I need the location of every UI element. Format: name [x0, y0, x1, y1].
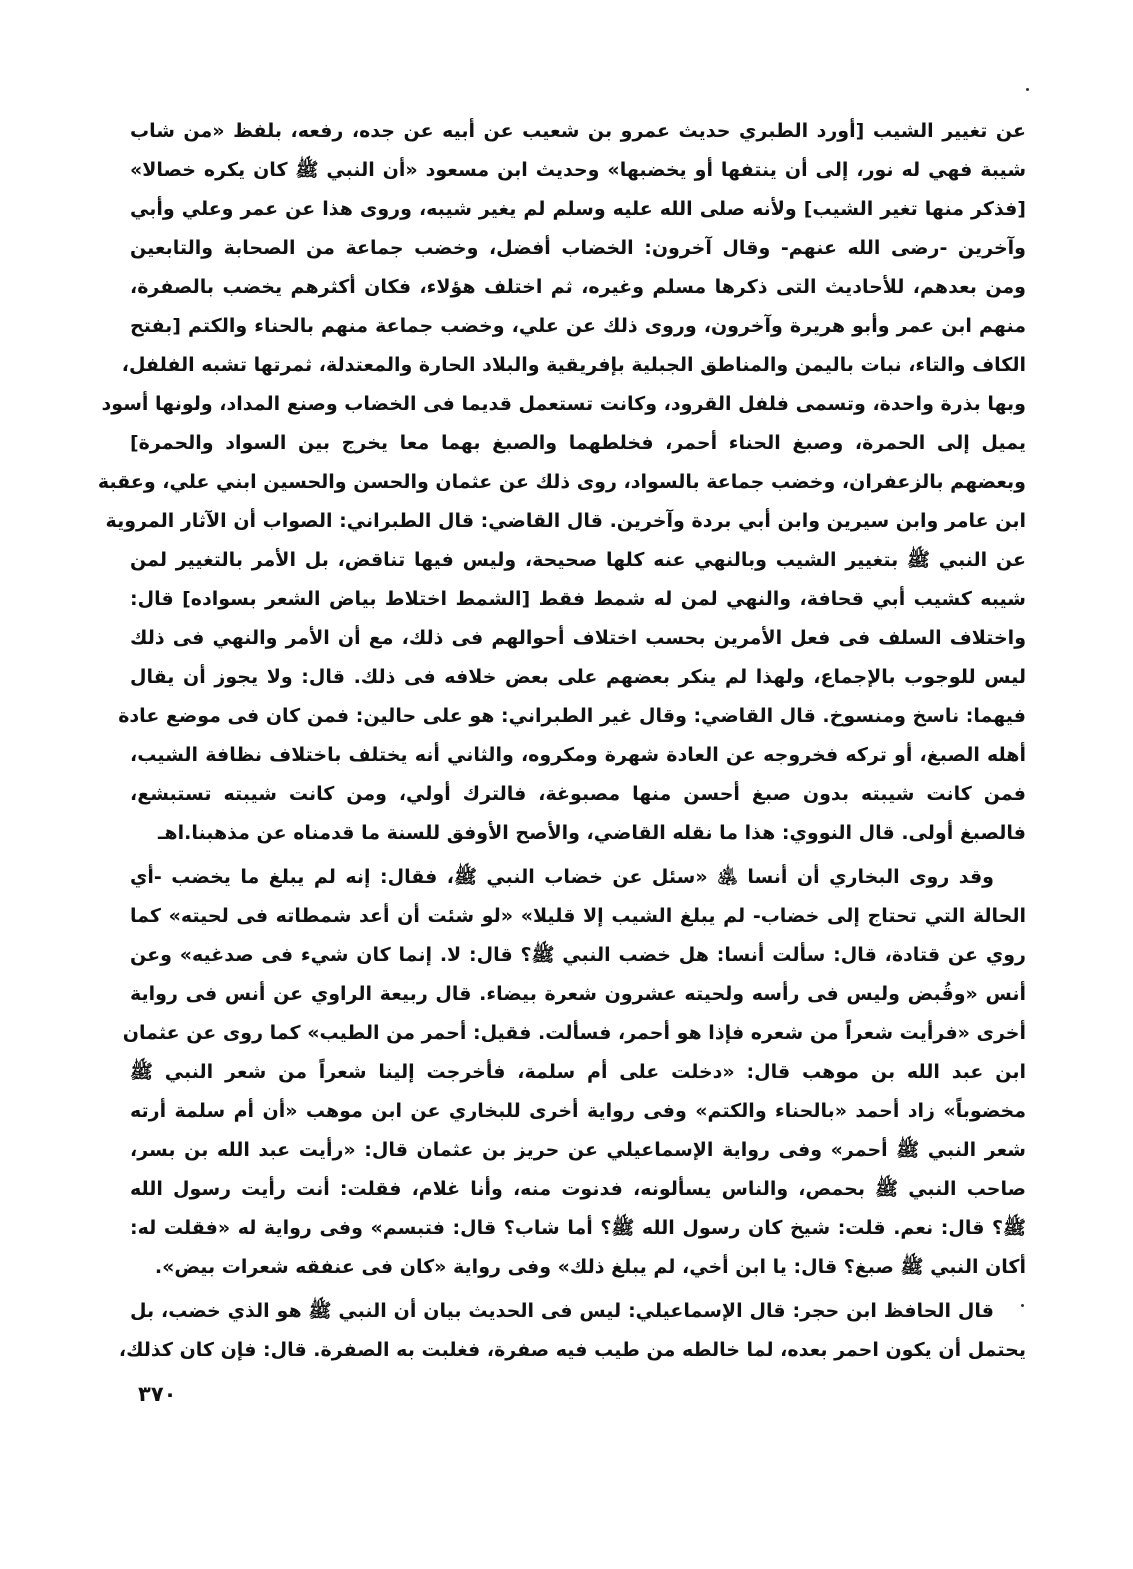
paragraph	[97, 112, 1026, 853]
text-line: وبها بذرة واحدة، وتسمى فلفل القرود، وكانت تستعمل قديما فى الخضاب وصنع المداد، ولونها أسود	[101, 393, 1026, 415]
text-line: أنس «وقُبض وليس فى رأسه ولحيته عشرون شعرة بيضاء. قال ربيعة الراوي عن أنس فى رواية	[130, 983, 1026, 1005]
text-line: أكان النبي ﷺ صبغ؟ قال: يا ابن أخي، لم يبلغ ذلك» وفى رواية «كان فى عنفقه شعرات بيض».	[154, 1256, 1026, 1278]
text-line: عن النبي ﷺ بتغيير الشيب وبالنهي عنه كلها صحيحة، وليس فيها تناقض، بل الأمر بالتغيير لمن	[130, 549, 1026, 571]
text-line: الحالة التي تحتاج إلى خضاب- لم يبلغ الشيب إلا قليلا» «لو شئت أن أعد شمطاته فى لحيته» كما	[130, 905, 1026, 927]
paragraph	[122, 858, 1026, 1287]
text-line: شعر النبي ﷺ أحمر» وفى رواية الإسماعيلي عن حريز بن عثمان قال: «رأيت عبد الله بن بسر،	[130, 1139, 1026, 1161]
text-line: [فذكر منها تغير الشيب] ولأنه صلى الله عليه وسلم لم يغير شيبه، وروى هذا عن عمر وعلي وأبي	[130, 198, 1026, 220]
paragraph	[118, 1292, 1026, 1370]
text-line: فالصبغ أولى. قال النووي: هذا ما نقله القاضي، والأصح الأوفق للسنة ما قدمناه عن مذهبنا.اهـ	[157, 822, 1026, 844]
text-line: شيبه كشيب أبي قحافة، والنهي لمن له شمط فقط [الشمط اختلاط بياض الشعر بسواده] قال:	[130, 588, 1026, 610]
text-line: فيهما: ناسخ ومنسوخ. قال القاضي: وقال غير الطبراني: هو على حالين: فمن كان فى موضع عادة	[118, 705, 1026, 727]
text-line: وآخرين -رضى الله عنهم- وقال آخرون: الخضاب أفضل، وخضب جماعة من الصحابة والتابعين	[130, 237, 1026, 259]
page-number: ٣٧٠	[138, 1382, 177, 1406]
text-line: ومن بعدهم، للأحاديث التى ذكرها مسلم وغيره، ثم اختلف هؤلاء، فكان أكثرهم يخضب بالصفرة،	[130, 276, 1026, 298]
text-line: مخضوباً» زاد أحمد «بالحناء والكتم» وفى رواية أخرى للبخاري عن ابن موهب «أن أم سلمة أرته	[130, 1100, 1026, 1122]
text-line: شيبة فهي له نور، إلى أن ينتفها أو يخضبها» وحديث ابن مسعود «أن النبي ﷺ كان يكره خصالا»	[130, 159, 1026, 181]
scan-speck	[1026, 88, 1029, 91]
text-line: فمن كانت شيبته بدون صبغ أحسن منها مصبوغة، فالترك أولي، ومن كانت شيبته تستبشع،	[130, 783, 1026, 805]
text-line: ابن عامر وابن سيرين وابن أبي بردة وآخرين. قال القاضي: قال الطبراني: الصواب أن الآثار المروية	[105, 510, 1026, 532]
text-line: الكاف والتاء، نبات باليمن والمناطق الجبلية بإفريقية والبلاد الحارة والمعتدلة، ثمرتها تشبه الفلفل،	[121, 354, 1026, 376]
text-line: ابن عبد الله بن موهب قال: «دخلت على أم سلمة، فأخرجت إلينا شعراً من شعر النبي ﷺ	[130, 1061, 1026, 1083]
text-line: أخرى «فرأيت شعراً من شعره فإذا هو أحمر، فسألت. فقيل: أحمر من الطيب» كما روى عن عثمان	[122, 1022, 1026, 1044]
text-line: منهم ابن عمر وأبو هريرة وآخرون، وروى ذلك عن علي، وخضب جماعة منهم بالحناء والكتم [بفتح	[130, 315, 1026, 337]
text-line: وقد روى البخاري أن أنسا ﵁ «سئل عن خضاب النبي ﷺ، فقال: إنه لم يبلغ ما يخضب -أي	[130, 866, 994, 888]
text-line: يميل إلى الحمرة، وصبغ الحناء أحمر، فخلطهما والصبغ بهما معا يخرج بين السواد والحمرة]	[130, 432, 1026, 454]
text-line: صاحب النبي ﷺ بحمص، والناس يسألونه، فدنوت منه، وأنا غلام، فقلت: أنت رأيت رسول الله	[130, 1178, 1026, 1200]
text-line: ليس للوجوب بالإجماع، ولهذا لم ينكر بعضهم على بعض خلافه فى ذلك. قال: ولا يجوز أن يقال	[130, 666, 1026, 688]
document-body	[97, 112, 1026, 1370]
text-line: ﷺ؟ قال: نعم. قلت: شيخ كان رسول الله ﷺ؟ أما شاب؟ قال: فتبسم» وفى رواية له «فقلت له:	[130, 1217, 1026, 1239]
text-line: يحتمل أن يكون احمر بعده، لما خالطه من طيب فيه صفرة، فغلبت به الصفرة. قال: فإن كان كذلك،	[118, 1339, 1026, 1361]
text-line: أهله الصبغ، أو تركه فخروجه عن العادة شهرة ومكروه، والثاني أنه يختلف باختلاف نظافة الشيب،	[130, 744, 1026, 766]
text-line: وبعضهم بالزعفران، وخضب جماعة بالسواد، روى ذلك عن عثمان والحسن والحسين ابني علي، وعقبة	[97, 471, 1026, 493]
text-line: قال الحافظ ابن حجر: قال الإسماعيلي: ليس فى الحديث بيان أن النبي ﷺ هو الذي خضب، بل	[130, 1300, 994, 1322]
text-line: عن تغيير الشيب [أورد الطبري حديث عمرو بن شعيب عن أبيه عن جده، رفعه، بلفظ «من شاب	[130, 120, 1026, 142]
text-line: روي عن قتادة، قال: سألت أنسا: هل خضب النبي ﷺ؟ قال: لا. إنما كان شيء فى صدغيه» وعن	[130, 944, 1026, 966]
scan-speck	[1021, 1304, 1024, 1307]
text-line: واختلاف السلف فى فعل الأمرين بحسب اختلاف أحوالهم فى ذلك، مع أن الأمر والنهي فى ذلك	[130, 627, 1026, 649]
